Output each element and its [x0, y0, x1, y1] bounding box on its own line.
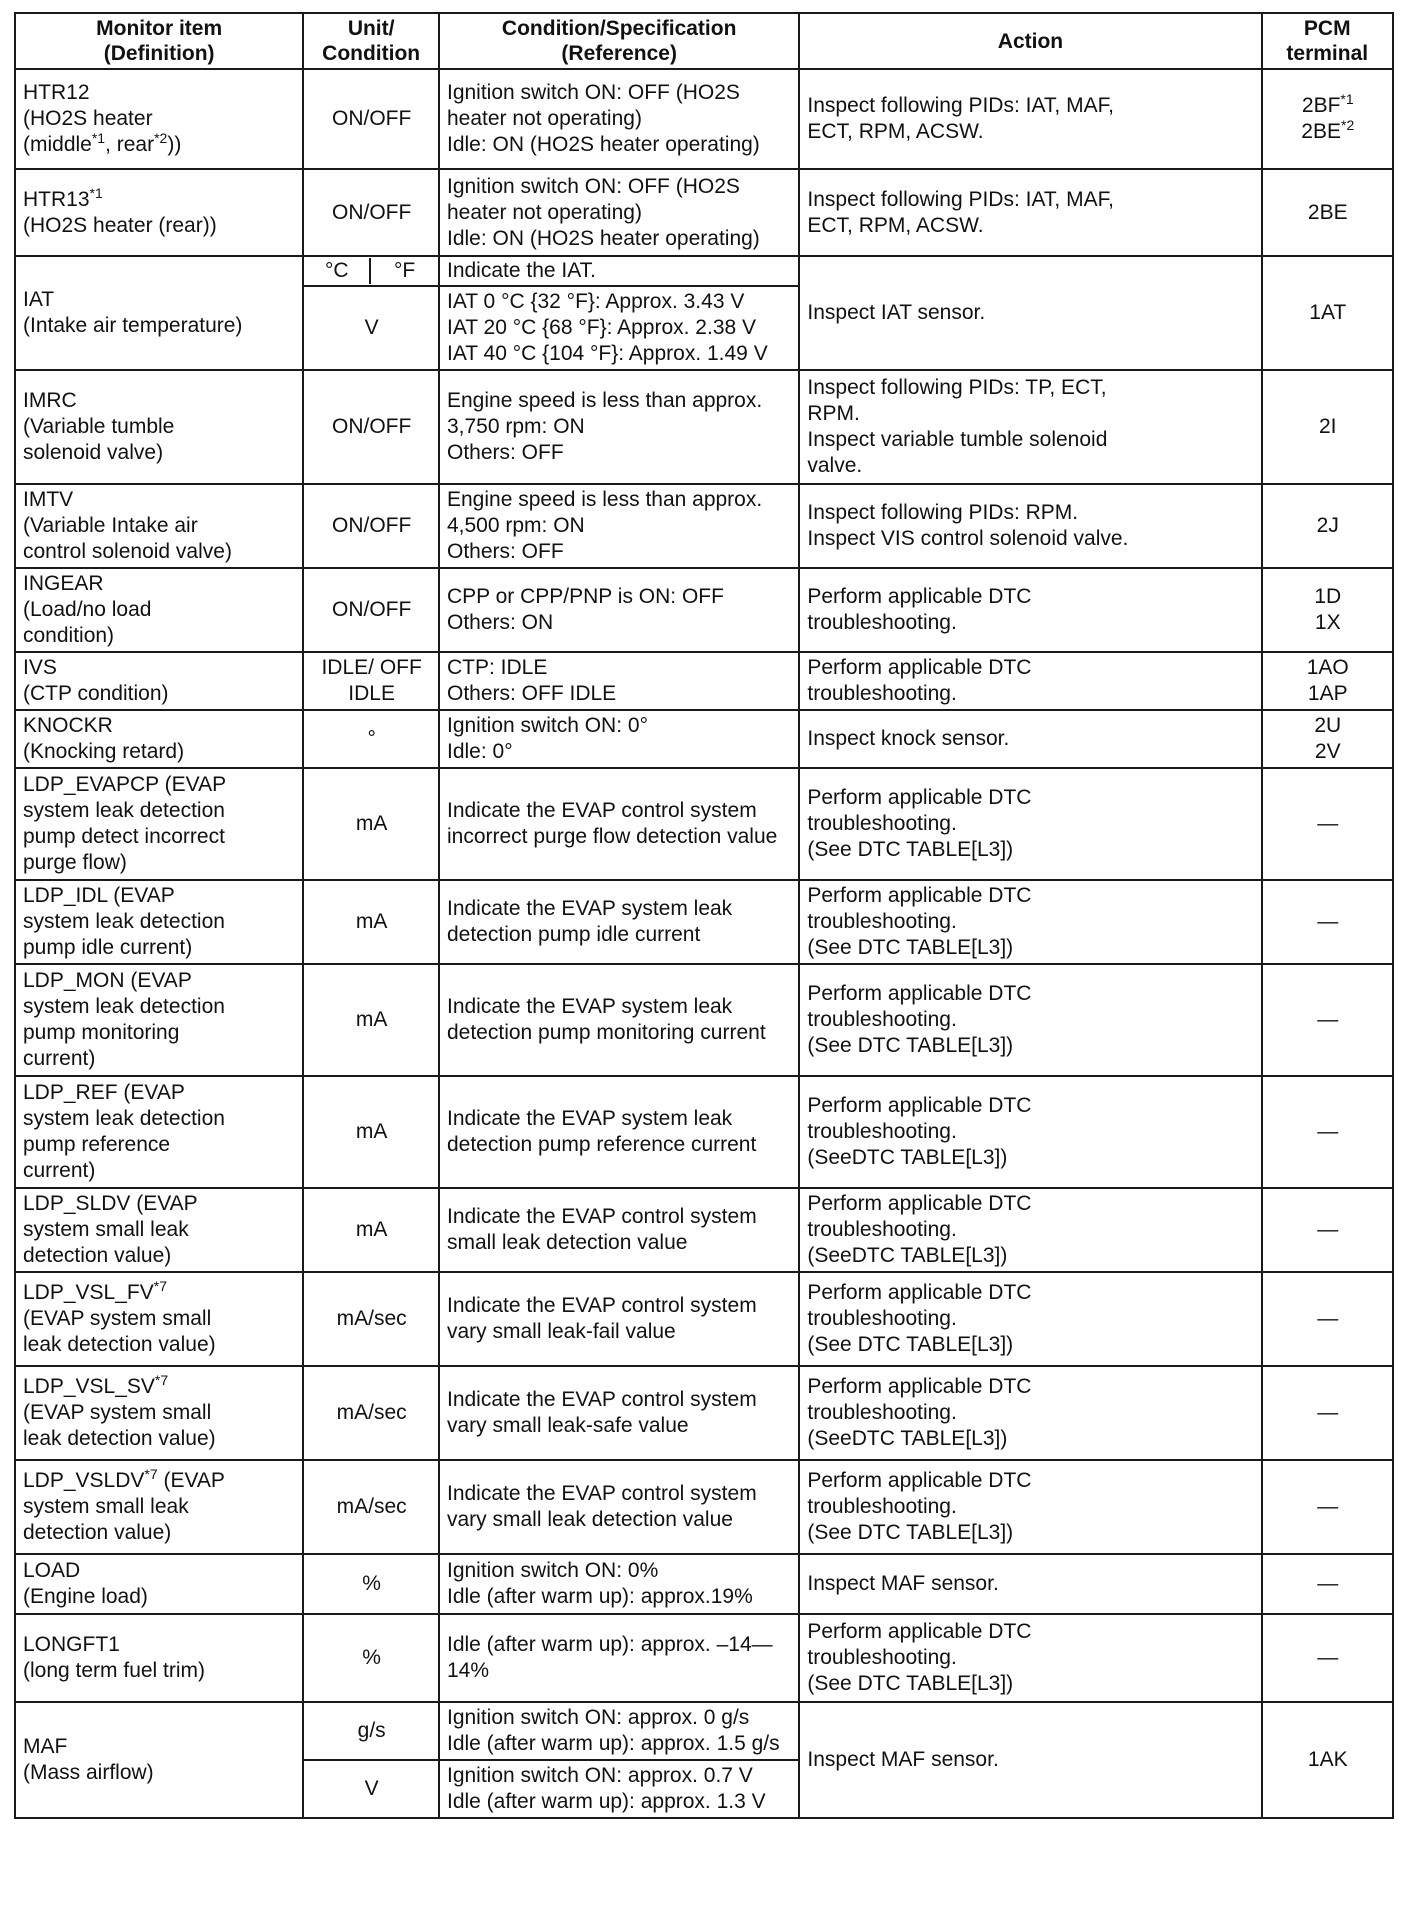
monitor-item-table [14, 12, 1394, 1819]
monitor-item-cell: KNOCKR (Knocking retard) [15, 710, 303, 768]
table-row [15, 69, 1393, 169]
monitor-item-cell: LDP_VSLDV$^{*7}$ (EVAP system small leak detection value) [15, 1460, 303, 1554]
unit-cell: % [303, 1614, 439, 1702]
monitor-item-cell: MAF (Mass airflow) [15, 1702, 303, 1818]
table-row [15, 1554, 1393, 1614]
action-cell: Perform applicable DTC troubleshooting. (See DTC TABLE[L3]) [799, 1460, 1261, 1554]
pcm-terminal-cell: — [1262, 1554, 1393, 1614]
condition-cell: Engine speed is less than approx. 3,750 rpm: ON Others: OFF [439, 370, 799, 484]
action-cell: Perform applicable DTC troubleshooting. (See DTC TABLE[L3]) [799, 768, 1261, 880]
condition-cell: Indicate the EVAP control system vary small leak-safe value [439, 1366, 799, 1460]
action-cell: Perform applicable DTC troubleshooting. (See DTC TABLE[L3]) [799, 1614, 1261, 1702]
pcm-terminal-cell: 1AO 1AP [1262, 652, 1393, 710]
pcm-terminal-cell: 2BE [1262, 169, 1393, 256]
condition-cell: Indicate the EVAP system leak detection pump monitoring current [439, 964, 799, 1076]
monitor-item-cell: HTR13$^{*1}$ (HO2S heater (rear)) [15, 169, 303, 256]
unit-fahrenheit: °F [393, 259, 416, 282]
item-name: HTR12 [23, 81, 90, 104]
condition-cell: Ignition switch ON: 0° Idle: 0° [439, 710, 799, 768]
header-action: Action [799, 13, 1261, 69]
pcm-terminal-cell: 2I [1262, 370, 1393, 484]
unit-cell: mA/sec [303, 1366, 439, 1460]
unit-cell: mA/sec [303, 1272, 439, 1366]
action-cell: Perform applicable DTC troubleshooting. (See DTC TABLE[L3]) [799, 1272, 1261, 1366]
table-row [15, 256, 1393, 286]
monitor-item-cell: IMTV (Variable Intake air control solenoid valve) [15, 484, 303, 568]
unit-celsius: °C [304, 258, 371, 284]
pcm-terminal-cell: — [1262, 964, 1393, 1076]
monitor-item-cell: LDP_VSL_FV$^{*7}$ (EVAP system small leak detection value) [15, 1272, 303, 1366]
table-row [15, 1366, 1393, 1460]
table-header-row [15, 13, 1393, 69]
unit-cell-temperature [303, 256, 439, 286]
pcm-terminal-cell: — [1262, 1614, 1393, 1702]
action-cell: Inspect following PIDs: IAT, MAF, ECT, RPM, ACSW. [799, 169, 1261, 256]
condition-cell: Indicate the EVAP system leak detection pump idle current [439, 880, 799, 964]
pcm-terminal-cell: — [1262, 1366, 1393, 1460]
table-row [15, 880, 1393, 964]
table-row [15, 1076, 1393, 1188]
condition-cell: Idle (after warm up): approx. –14— 14% [439, 1614, 799, 1702]
condition-cell: Ignition switch ON: OFF (HO2S heater not operating) Idle: ON (HO2S heater operating) [439, 169, 799, 256]
table-row [15, 964, 1393, 1076]
pcm-terminal-cell: 1D 1X [1262, 568, 1393, 652]
pcm-terminal-cell: — [1262, 1460, 1393, 1554]
unit-cell: % [303, 1554, 439, 1614]
condition-cell: IAT 0 °C {32 °F}: Approx. 3.43 V IAT 20 °C {68 °F}: Approx. 2.38 V IAT 40 °C {104 °F}: Approx. 1.49 V [439, 286, 799, 370]
condition-cell: Indicate the IAT. [439, 256, 799, 286]
table-row [15, 484, 1393, 568]
table-row [15, 768, 1393, 880]
unit-cell: IDLE/ OFF IDLE [303, 652, 439, 710]
action-cell: Inspect IAT sensor. [799, 256, 1261, 370]
condition-cell: Indicate the EVAP control system incorrect purge flow detection value [439, 768, 799, 880]
header-condition: Condition/Specification (Reference) [439, 13, 799, 69]
header-pcm-terminal: PCM terminal [1262, 13, 1393, 69]
table-row [15, 568, 1393, 652]
monitor-item-cell: LDP_REF (EVAP system leak detection pump reference current) [15, 1076, 303, 1188]
table-row [15, 652, 1393, 710]
monitor-item-cell: IMRC (Variable tumble solenoid valve) [15, 370, 303, 484]
unit-cell: ON/OFF [303, 370, 439, 484]
condition-cell: CPP or CPP/PNP is ON: OFF Others: ON [439, 568, 799, 652]
action-cell: Inspect following PIDs: IAT, MAF, ECT, RPM, ACSW. [799, 69, 1261, 169]
action-cell: Inspect MAF sensor. [799, 1554, 1261, 1614]
monitor-item-cell: LDP_VSL_SV$^{*7}$ (EVAP system small leak detection value) [15, 1366, 303, 1460]
table-row [15, 710, 1393, 768]
monitor-item-cell: INGEAR (Load/no load condition) [15, 568, 303, 652]
table-row [15, 169, 1393, 256]
unit-cell: ON/OFF [303, 484, 439, 568]
monitor-item-cell: LDP_MON (EVAP system leak detection pump monitoring current) [15, 964, 303, 1076]
unit-cell: mA/sec [303, 1460, 439, 1554]
table-row [15, 1702, 1393, 1760]
pcm-terminal-cell: — [1262, 768, 1393, 880]
pcm-terminal-cell: 1AT [1262, 256, 1393, 370]
unit-cell: g/s [303, 1702, 439, 1760]
monitor-item-cell: LOAD (Engine load) [15, 1554, 303, 1614]
header-unit: Unit/ Condition [303, 13, 439, 69]
table-row [15, 1188, 1393, 1272]
action-cell: Inspect following PIDs: TP, ECT, RPM. Inspect variable tumble solenoid valve. [799, 370, 1261, 484]
unit-cell: V [303, 286, 439, 370]
condition-cell: Ignition switch ON: 0% Idle (after warm up): approx.19% [439, 1554, 799, 1614]
action-cell: Perform applicable DTC troubleshooting. [799, 652, 1261, 710]
table-row [15, 1272, 1393, 1366]
table-row [15, 1460, 1393, 1554]
monitor-item-cell: IVS (CTP condition) [15, 652, 303, 710]
action-cell: Inspect following PIDs: RPM. Inspect VIS control solenoid valve. [799, 484, 1261, 568]
pcm-terminal-cell: — [1262, 1076, 1393, 1188]
action-cell: Perform applicable DTC troubleshooting. (SeeDTC TABLE[L3]) [799, 1076, 1261, 1188]
unit-cell: mA [303, 880, 439, 964]
pcm-terminal-cell: — [1262, 880, 1393, 964]
action-cell: Perform applicable DTC troubleshooting. (See DTC TABLE[L3]) [799, 880, 1261, 964]
pcm-terminal-cell: 1AK [1262, 1702, 1393, 1818]
condition-cell: Indicate the EVAP control system vary small leak detection value [439, 1460, 799, 1554]
condition-cell: Indicate the EVAP control system vary small leak-fail value [439, 1272, 799, 1366]
condition-cell: CTP: IDLE Others: OFF IDLE [439, 652, 799, 710]
unit-cell: ON/OFF [303, 169, 439, 256]
table-row [15, 1614, 1393, 1702]
document-page [14, 12, 1394, 1819]
unit-cell: mA [303, 1076, 439, 1188]
monitor-item-cell: LDP_IDL (EVAP system leak detection pump idle current) [15, 880, 303, 964]
monitor-item-cell: HTR12 (HO2S heater (middle$^{*1}$, rear$^{*2}$)) [15, 69, 303, 169]
action-cell: Inspect MAF sensor. [799, 1702, 1261, 1818]
action-cell: Perform applicable DTC troubleshooting. [799, 568, 1261, 652]
unit-cell: ON/OFF [303, 69, 439, 169]
unit-cell: mA [303, 768, 439, 880]
unit-cell: ° [303, 710, 439, 768]
condition-cell: Ignition switch ON: OFF (HO2S heater not operating) Idle: ON (HO2S heater operating) [439, 69, 799, 169]
condition-cell: Indicate the EVAP system leak detection pump reference current [439, 1076, 799, 1188]
action-cell: Perform applicable DTC troubleshooting. (SeeDTC TABLE[L3]) [799, 1366, 1261, 1460]
unit-cell: V [303, 1760, 439, 1818]
monitor-item-cell: LONGFT1 (long term fuel trim) [15, 1614, 303, 1702]
monitor-item-cell: LDP_SLDV (EVAP system small leak detection value) [15, 1188, 303, 1272]
pcm-terminal-cell: — [1262, 1188, 1393, 1272]
pcm-terminal-cell: — [1262, 1272, 1393, 1366]
unit-cell: ON/OFF [303, 568, 439, 652]
condition-cell: Ignition switch ON: approx. 0.7 V Idle (after warm up): approx. 1.3 V [439, 1760, 799, 1818]
action-cell: Perform applicable DTC troubleshooting. (SeeDTC TABLE[L3]) [799, 1188, 1261, 1272]
pcm-terminal-cell: 2BF$^{*1}$ 2BE$^{*2}$ [1262, 69, 1393, 169]
action-cell: Perform applicable DTC troubleshooting. (See DTC TABLE[L3]) [799, 964, 1261, 1076]
header-monitor-item: Monitor item (Definition) [15, 13, 303, 69]
unit-cell: mA [303, 1188, 439, 1272]
unit-cell: mA [303, 964, 439, 1076]
action-cell: Inspect knock sensor. [799, 710, 1261, 768]
pcm-terminal-cell: 2U 2V [1262, 710, 1393, 768]
monitor-item-cell: LDP_EVAPCP (EVAP system leak detection pump detect incorrect purge flow) [15, 768, 303, 880]
condition-cell: Engine speed is less than approx. 4,500 rpm: ON Others: OFF [439, 484, 799, 568]
table-row [15, 370, 1393, 484]
condition-cell: Indicate the EVAP control system small leak detection value [439, 1188, 799, 1272]
monitor-item-cell: IAT (Intake air temperature) [15, 256, 303, 370]
condition-cell: Ignition switch ON: approx. 0 g/s Idle (after warm up): approx. 1.5 g/s [439, 1702, 799, 1760]
pcm-terminal-cell: 2J [1262, 484, 1393, 568]
